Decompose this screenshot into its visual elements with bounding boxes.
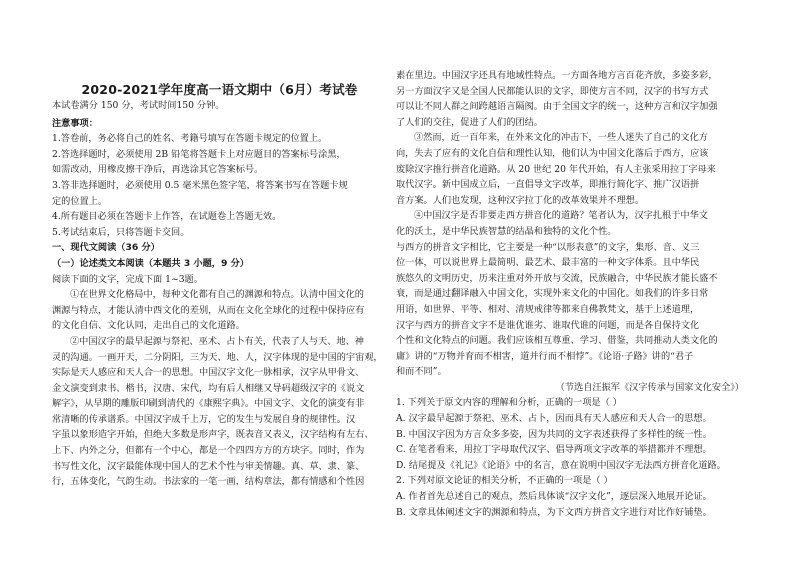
passage-line: 了人们的交往，促进了人们的团结。	[396, 116, 543, 128]
passage-line: 素在里边。中国汉字还具有地域性特点。一方面各地方言百花齐放，多姿多彩，	[396, 70, 718, 81]
passage-line: 用语，如世界、平等、相对、清规戒律等都来自佛教梵文，基于上述道理，	[396, 303, 700, 315]
passage-line: 衰，而是通过翻译融入中国文化，实现外来文化的中国化。如我们的许多日常	[396, 288, 709, 300]
passage-line: ④中国汉字是否非要走西方拼音化的道路？笔者认为，汉字扎根于中华文	[414, 210, 708, 222]
passage-line: 另一方面汉字又是全国人民都能认识的文字，即使方言不同，汉字的书写方式	[396, 85, 709, 97]
note-line: 5.考试结束后，只将答题卡交回。	[52, 226, 190, 238]
passage-line: 音方案。人们也发现，这种汉字拉丁化的改革效果并不理想。	[396, 194, 645, 206]
question-option: C. 在笔者看来，用拉丁字母取代汉字、倡导两项文字改革的举措都并不理想。	[396, 444, 712, 456]
note-line: 如需改动，用橡皮擦干净后，再选涂其它答案标号。	[52, 164, 264, 176]
passage-line: 向，失去了应有的文化自信和理性认知，他们认为中国文化落后于西方，应该	[396, 147, 709, 159]
page-title: 2020-2021学年度高一语文期中（6月）考试卷	[81, 82, 358, 97]
note-line: 3.答非选择题时，必须使用 0.5 毫米黑色签字笔，将答案书写在答题卡规	[52, 179, 348, 191]
question-option: A. 汉字最早起源于祭祀、巫术、占卜，因而具有天人感应和天人合一的思想。	[396, 413, 712, 425]
question-option: B. 中国汉字因为方言众多多姿，因为共同的文字表述获得了多样性的统一性。	[396, 428, 712, 440]
question-option: D. 结尾提及《礼记》《论语》中的名言，意在说明中国汉字无法西方拼音化道路。	[396, 459, 726, 471]
question-line: 1. 下列关于原文内容的理解和分析，正确的一项是（ ）	[396, 397, 622, 409]
question-line: 2. 下列对原文论证的相关分析，不正确的一项是（ ）	[396, 475, 613, 487]
passage-line: 庸》讲的“万物并育而不相害，道并行而不相悖”。《论语·子路》讲的“君子	[396, 350, 694, 362]
passage-line: ③然而，近一百年来，在外来文化的冲击下，一些人迷失了自己的文化方	[414, 132, 708, 144]
passage-line: 的文化自信、文化认同，走出自己的文化道路。	[52, 320, 245, 332]
passage-line: 解字》，从早期的雕版印刷到清代的《康熙字典》。中国文字、文化的演变有非	[52, 398, 365, 410]
passage-line: 实际是天人感应和天人合一的思想。中国汉字文化一脉相承，汉字从甲骨文、	[52, 367, 365, 379]
note-line: 定的位置上。	[52, 195, 108, 207]
passage-line: 位一体，可以说世界上最简明、最艺术、最丰富的一种文字体系。且中华民	[396, 257, 700, 269]
passage-line: 字虽以象形造字开始，但绝大多数是形声字，既表音又表义，汉字结构有左右、	[52, 429, 374, 441]
passage-line: 化的沃土，是中华民族智慧的结晶和独特的文化个性。	[396, 225, 617, 237]
subsection-heading: （一）论述类文本阅读（本题共 3 小题，9 分）	[52, 257, 249, 269]
passage-source: （节选自汪振军《汉字传承与国家文化安全》）	[555, 381, 744, 393]
passage-line: 上下、内外之分，但都有一个中心，都是一个四四方方的方块字。同时，作为	[52, 445, 365, 457]
note-line: 1.答卷前，务必将自己的姓名、考籍号填写在答题卡规定的位置上。	[52, 133, 328, 145]
passage-line: 和而不同”。	[396, 366, 447, 378]
notes-heading: 注意事项：	[52, 117, 98, 129]
passage-line: 废除汉字推行拼音化道路。从 20 世纪 20 年代开始，有人主张采用拉丁字母来	[396, 163, 716, 175]
passage-line: 常清晰的传承谱系。中国汉字成千上万，它的发生与发展自身的规律性。汉	[52, 413, 356, 425]
passage-line: 族悠久的文明历史，历来注重对外开放与交流，民族融合，中华民族才能长盛不	[396, 272, 718, 284]
passage-line: 渊源与特点，才能认清中西文化的差别，从而在文化全球化的过程中保持应有	[52, 304, 365, 316]
left-column	[52, 98, 387, 490]
passage-line: 书写性文化，汉字最能体现中国人的艺术个性与审美情趣。真、草、隶、篆、	[52, 460, 365, 472]
passage-line: ①在世界文化格局中，每种文化都有自己的渊源和特点。认清中国文化的	[70, 289, 364, 301]
question-option: A. 作者首先总述自己的观点，然后具体谈“汉字文化”，逐层深入地展开论证。	[396, 491, 712, 503]
passage-line: ②中国汉字的最早起源与祭祀、巫术、占卜有关，代表了人与天、地、神	[70, 335, 364, 347]
reading-instruction: 阅读下面的文字，完成下面 1~3题。	[52, 273, 203, 285]
passage-line: 取代汉字。新中国成立后，一直倡导文字改革，即推行简化字、推广汉语拼	[396, 179, 700, 191]
note-line: 2.答选择题时，必须使用 2B 铅笔将答题卡上对应题目的答案标号涂黑，	[52, 148, 346, 160]
passage-line: 灵的沟通。一画开天，二分阴阳，三为天、地、人，汉字体现的是中国的宇宙观，	[52, 351, 383, 363]
passage-line: 行，五体变化，气韵生动。书法家的一笔一画，结构章法，都有情感和个性因	[52, 476, 365, 488]
note-line: 4.所有题目必须在答题卡上作答，在试题卷上答题无效。	[52, 211, 282, 223]
passage-line: 汉字与西方的拼音文字不是谁优谁劣、谁取代谁的问题，而是各自保持文化	[396, 319, 700, 331]
passage-line: 金文演变到隶书、楷书，汉唐、宋代，均有后人相继又导码超级汉字的《说文	[52, 382, 365, 394]
right-column	[396, 68, 746, 520]
passage-line: 可以让不同人群之间跨越语言隔阂。由于全国文字的统一，这种方言和汉字加强	[396, 101, 718, 113]
passage-line: 个性和文化特点的问题。我们应该相互尊重、学习、借鉴，共同推动人类文化的	[396, 335, 718, 347]
question-option: B. 文章具体阐述文字的渊源和特点，为下文西方拼音文字进行对比作好铺垫。	[396, 506, 712, 518]
passage-line: 与西方的拼音文字相比，它主要是一种“以形表意”的文字，集形、音、义三	[396, 241, 700, 253]
section-heading: 一、现代文阅读（36 分）	[52, 242, 160, 254]
exam-meta: 本试卷满分 150 分，考试时间150 分钟。	[52, 100, 225, 111]
